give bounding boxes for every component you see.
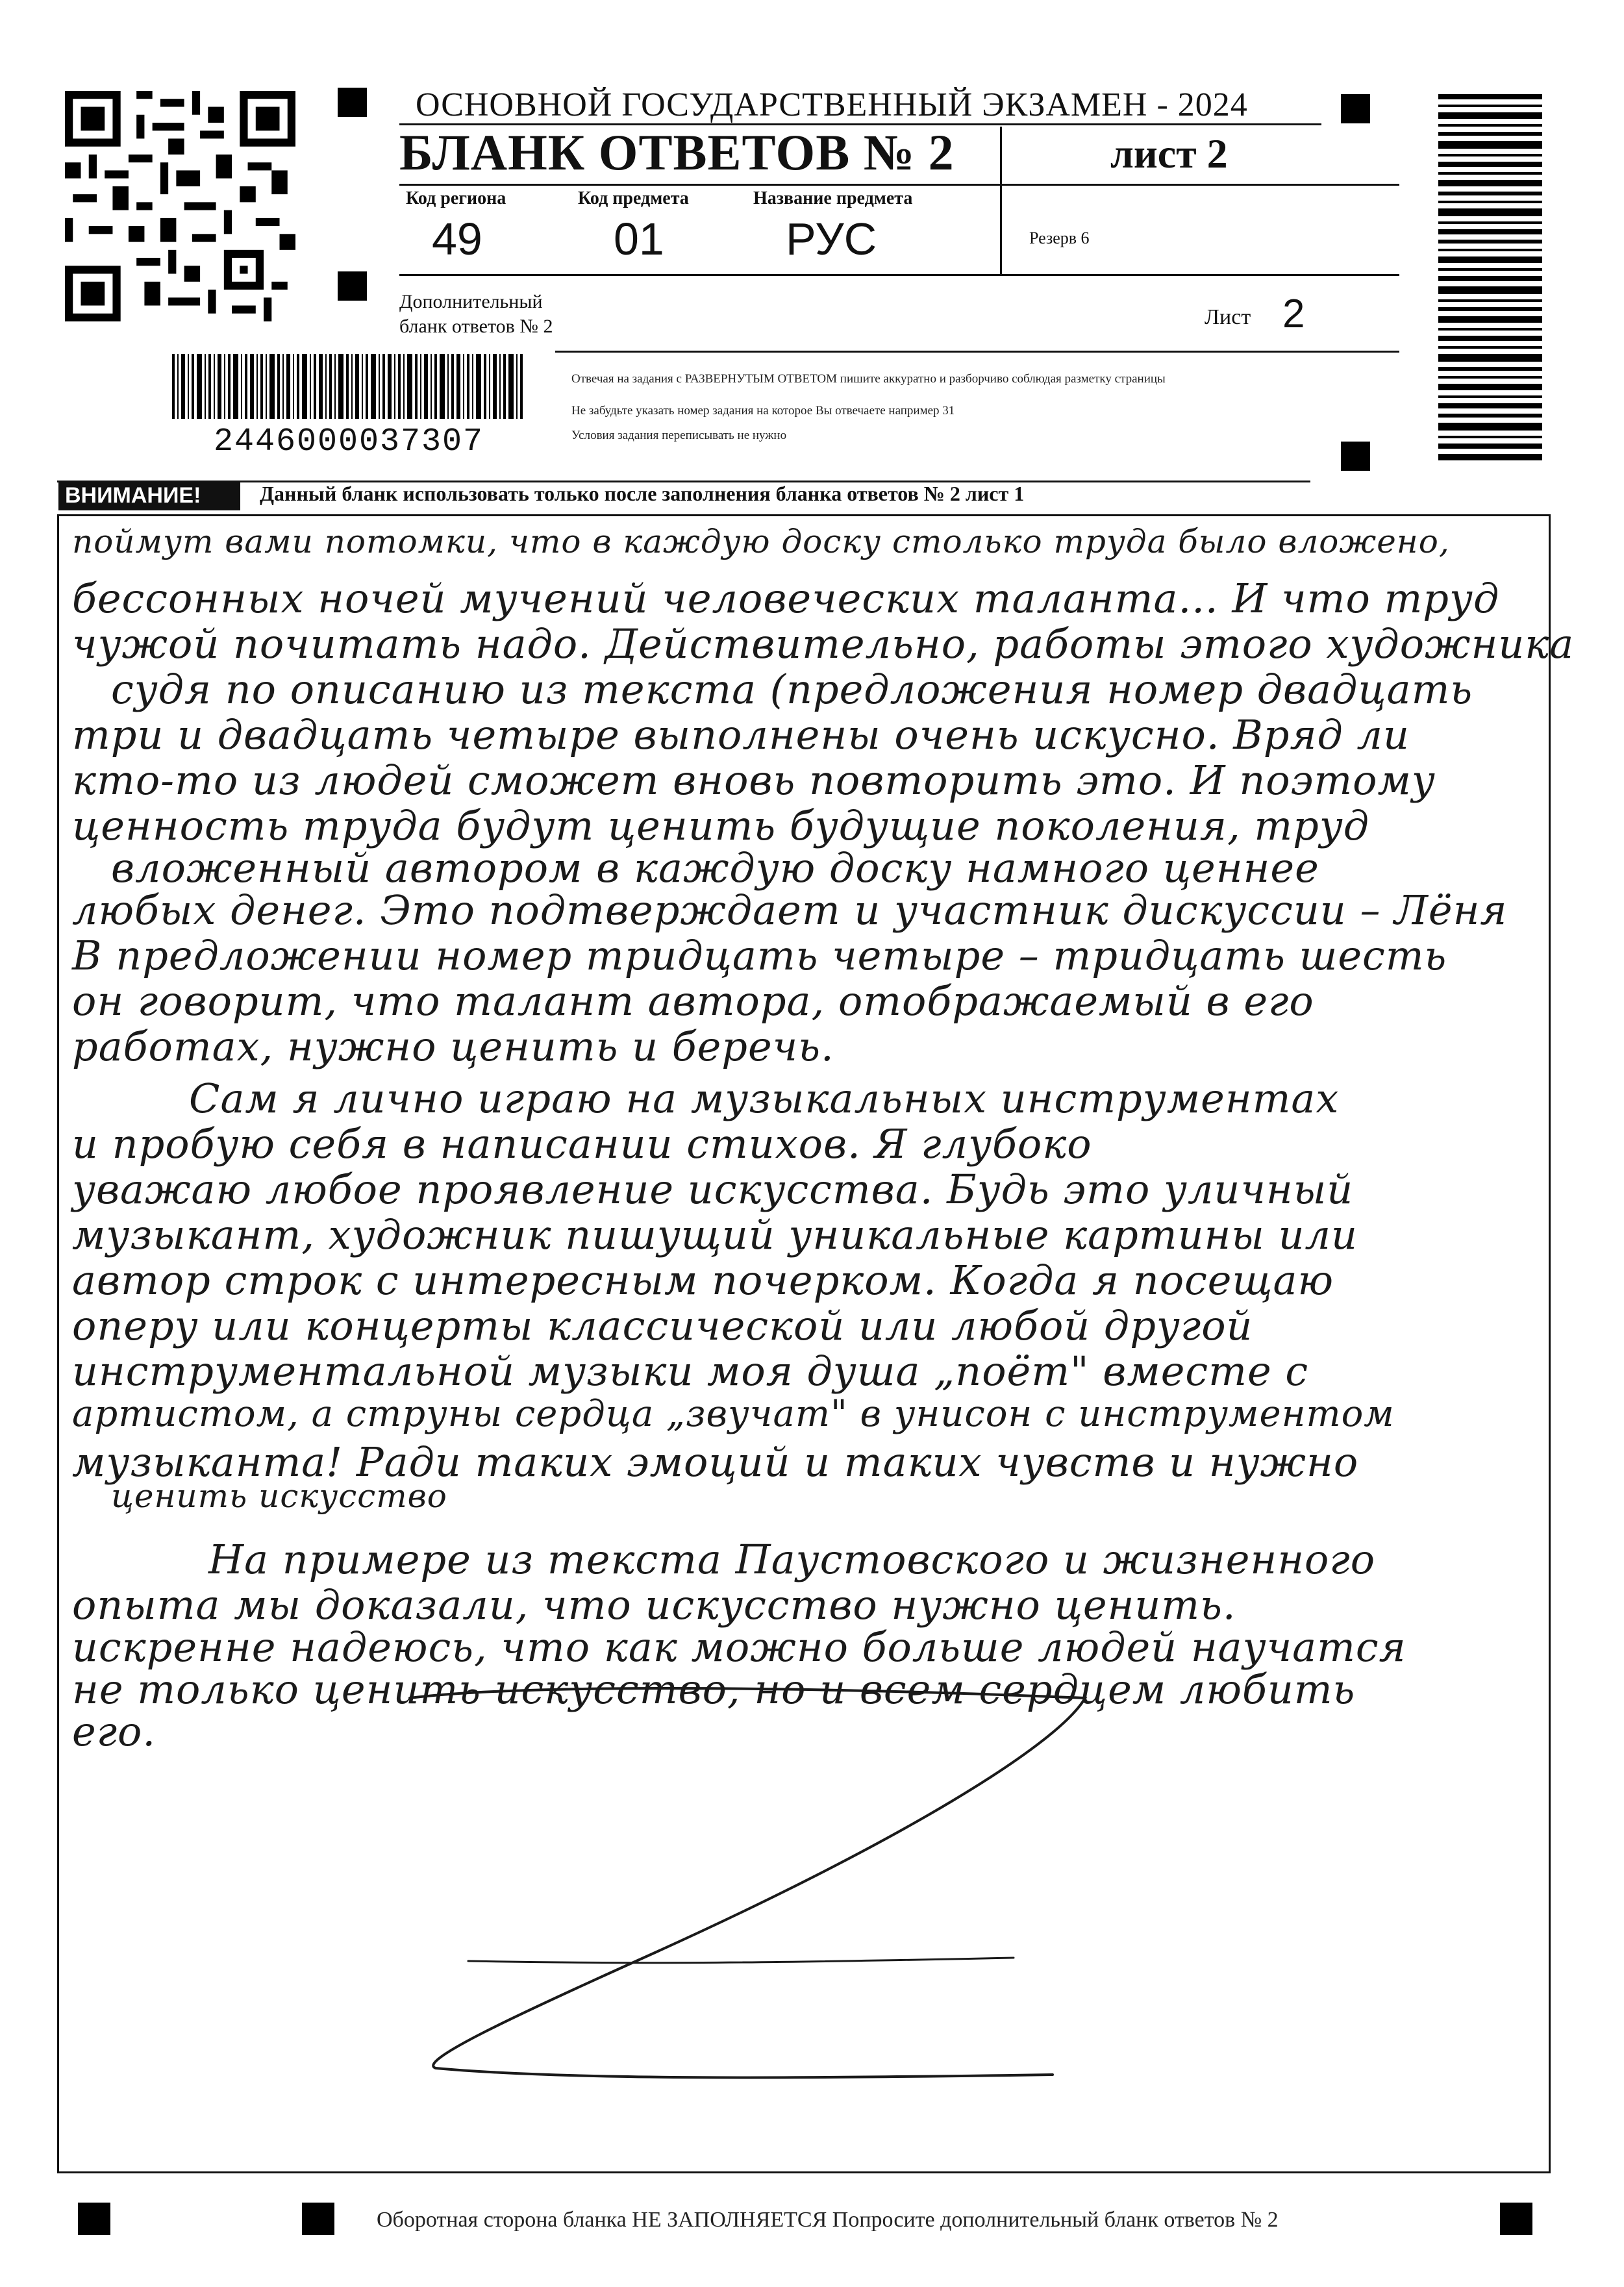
registration-mark-mid-left xyxy=(338,271,367,301)
attention-text: Данный бланк использовать только после заполнения бланка ответов № 2 лист 1 xyxy=(260,482,1025,505)
exam-title: ОСНОВНОЙ ГОСУДАРСТВЕННЫЙ ЭКЗАМЕН - 2024 xyxy=(416,86,1248,123)
answer-line-5: три и двадцать четыре выполнены очень искусно. Вряд ли xyxy=(72,711,1410,758)
region-code-value: 49 xyxy=(432,214,482,264)
answer-line-17: автор строк с интересным почерком. Когда я посещаю xyxy=(72,1256,1334,1304)
header-line-2 xyxy=(399,274,1399,276)
answer-line-6: кто-то из людей сможет вновь повторить это. И поэтому xyxy=(72,756,1436,804)
reserve-label: Резерв 6 xyxy=(1029,229,1090,247)
subject-name-label: Название предмета xyxy=(753,188,913,208)
form-title: БЛАНК ОТВЕТОВ № 2 xyxy=(399,124,955,181)
header-line-1 xyxy=(399,184,1399,186)
sheet-label: лист 2 xyxy=(1110,131,1228,177)
instruction-line-2: Не забудьте указать номер задания на которое Вы отвечаете например 31 xyxy=(571,404,955,418)
footer-note: Оборотная сторона бланка НЕ ЗАПОЛНЯЕТСЯ Попросите дополнительный бланк ответов № 2 xyxy=(377,2208,1279,2232)
answer-line-7: ценность труда будут ценить будущие поколения, труд xyxy=(72,802,1370,849)
registration-mark-bottom-3 xyxy=(1500,2203,1532,2235)
registration-mark-bottom-2 xyxy=(302,2203,334,2235)
answer-line-24: опыта мы доказали, что искусство нужно ценить. xyxy=(72,1581,1236,1629)
answer-line-14: и пробую себя в написании стихов. Я глубоко xyxy=(72,1120,1092,1168)
answer-line-23: На примере из текста Паустовского и жизненного xyxy=(208,1536,1376,1583)
answer-line-18: оперу или концерты классической или любой другой xyxy=(72,1302,1253,1349)
answer-line-20: артистом, а струны сердца „звучат" в унисон с инструментом xyxy=(72,1393,1395,1435)
registration-mark-top-right xyxy=(1341,94,1370,123)
qr-code-icon xyxy=(65,91,295,321)
horizontal-barcode-icon xyxy=(172,354,523,419)
vertical-barcode-icon xyxy=(1438,94,1542,464)
region-code-label: Код региона xyxy=(406,188,506,208)
answer-line-26: не только ценить искусство, но и всем сердцем любить xyxy=(72,1666,1356,1713)
attention-badge: ВНИМАНИЕ! xyxy=(58,481,240,510)
subject-name-value: РУС xyxy=(786,214,877,264)
answer-line-22: ценить искусство xyxy=(111,1477,447,1515)
answer-line-21: музыканта! Ради таких эмоций и таких чувств и нужно xyxy=(72,1438,1359,1486)
additional-form-label-2: бланк ответов № 2 xyxy=(399,316,553,337)
answer-line-10: В предложении номер тридцать четыре – тридцать шесть xyxy=(72,932,1447,979)
answer-line-15: уважаю любое проявление искусства. Будь это уличный xyxy=(72,1166,1354,1213)
answer-line-8: вложенный автором в каждую доску намного ценнее xyxy=(111,844,1319,892)
header-line-3 xyxy=(555,351,1399,353)
answer-line-4: судя по описанию из текста (предложения номер двадцать xyxy=(111,666,1473,713)
registration-mark-mid-right xyxy=(1341,442,1370,471)
answer-line-3: чужой почитать надо. Действительно, работы этого художника xyxy=(72,620,1575,668)
subject-code-value: 01 xyxy=(614,214,664,264)
registration-mark-bottom-1 xyxy=(78,2203,110,2235)
sheet-number-label: Лист xyxy=(1205,305,1251,329)
instruction-line-1: Отвечая на задания с РАЗВЕРНУТЫМ ОТВЕТОМ пишите аккуратно и разборчиво соблюдая разметку страницы xyxy=(571,372,1166,386)
barcode-digits: 2446000037307 xyxy=(213,423,484,460)
answer-line-27: его. xyxy=(72,1708,156,1755)
additional-form-label-1: Дополнительный xyxy=(399,291,543,312)
answer-line-25: искренне надеюсь, что как можно больше людей научатся xyxy=(72,1623,1406,1671)
sheet-number-value: 2 xyxy=(1282,292,1305,336)
answer-line-16: музыкант, художник пишущий уникальные картины или xyxy=(72,1211,1358,1258)
subject-code-label: Код предмета xyxy=(578,188,689,208)
answer-area xyxy=(57,514,1575,2173)
instruction-line-3: Условия задания переписывать не нужно xyxy=(571,429,787,442)
answer-line-19: инструментальной музыки моя душа „поёт" вместе с xyxy=(72,1347,1309,1395)
registration-mark-top-left xyxy=(338,88,367,117)
answer-line-2: бессонных ночей мучений человеческих таланта... И что труд xyxy=(72,575,1500,622)
header-divider xyxy=(1000,127,1002,275)
answer-line-12: работах, нужно ценить и беречь. xyxy=(72,1023,834,1070)
answer-line-13: Сам я лично играю на музыкальных инструментах xyxy=(189,1075,1340,1122)
answer-line-9: любых денег. Это подтверждает и участник дискуссии – Лёня xyxy=(72,886,1508,934)
answer-line-11: он говорит, что талант автора, отображаемый в его xyxy=(72,977,1314,1025)
answer-line-1: поймут вами потомки, что в каждую доску столько труда было вложено, xyxy=(72,523,1450,560)
z-strike-mark-icon xyxy=(319,1646,1163,2133)
